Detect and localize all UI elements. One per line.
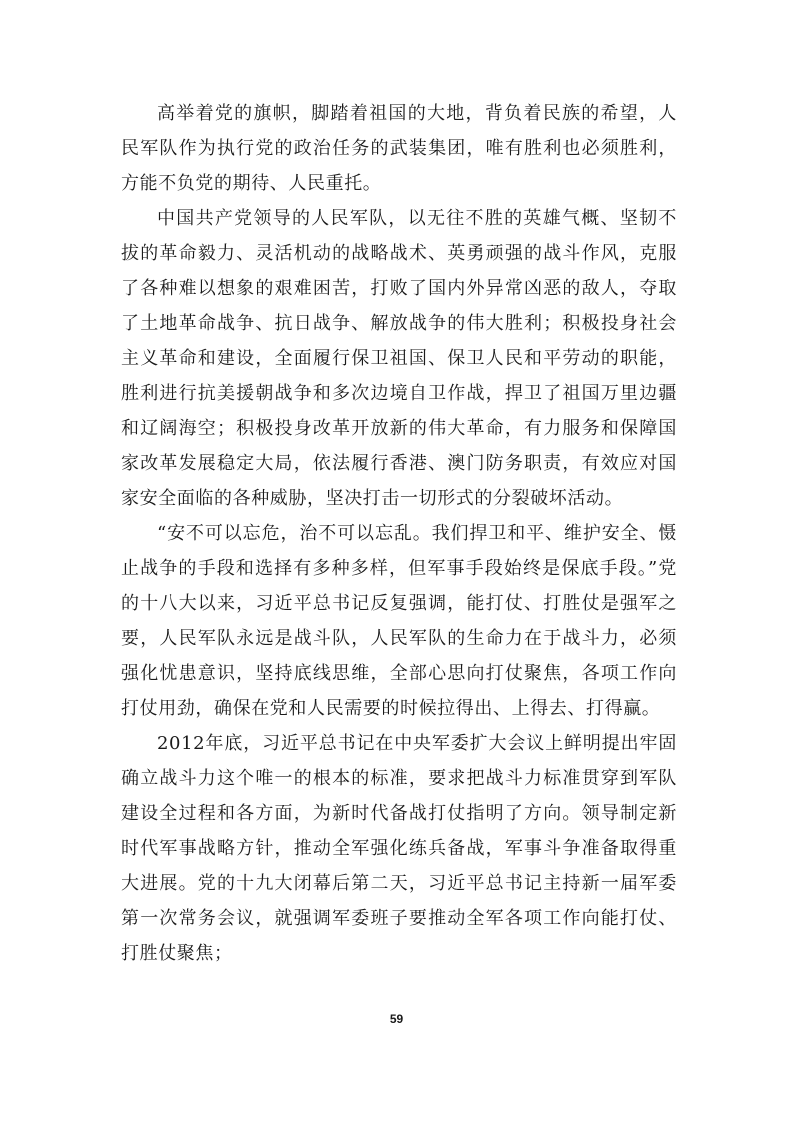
paragraph-2: 中国共产党领导的人民军队，以无往不胜的英雄气概、坚韧不拔的革命毅力、灵活机动的战略战术、英勇顽强的战斗作风，克服了各种难以想象的艰难困苦，打败了国内外异常凶恶的敌人，夺取了土地革命战争、抗日战争、解放战争的伟大胜利；积极投身社会主义革命和建设，全面履行保卫祖国、保卫人民和平劳动的职能，胜利进行抗美援朝战争和多次边境自卫作战，捍卫了祖国万里边疆和辽阔海空；积极投身改革开放新的伟大革命，有力服务和保障国家改革发展稳定大局，依法履行香港、澳门防务职责，有效应对国家安全面临的各种威胁，坚决打击一切形式的分裂破坏活动。 — [121, 208, 677, 509]
page-number: 59 — [389, 1012, 404, 1026]
paragraph-1: 高举着党的旗帜，脚踏着祖国的大地，背负着民族的希望，人民军队作为执行党的政治任务的武装集团，唯有胜利也必须胜利，方能不负党的期待、人民重托。 — [121, 103, 677, 194]
paragraph-4: 2012年底，习近平总书记在中央军委扩大会议上鲜明提出牢固确立战斗力这个唯一的根本的标准，要求把战斗力标准贯穿到军队建设全过程和各方面，为新时代备战打仗指明了方向。领导制定新时代军事战略方针，推动全军强化练兵备战，军事斗争准备取得重大进展。党的十九大闭幕后第二天，习近平总书记主持新一届军委第一次常务会议，就强调军委班子要推动全军各项工作向能打仗、打胜仗聚焦； — [121, 733, 677, 964]
paragraph-3: “安不可以忘危，治不可以忘乱。我们捍卫和平、维护安全、慑止战争的手段和选择有多种多样，但军事手段始终是保底手段。”党的十八大以来，习近平总书记反复强调，能打仗、打胜仗是强军之要，人民军队永远是战斗队，人民军队的生命力在于战斗力，必须强化忧患意识，坚持底线思维，全部心思向打仗聚焦，各项工作向打仗用劲，确保在党和人民需要的时候拉得出、上得去、打得赢。 — [121, 523, 677, 719]
body-text — [121, 96, 677, 971]
